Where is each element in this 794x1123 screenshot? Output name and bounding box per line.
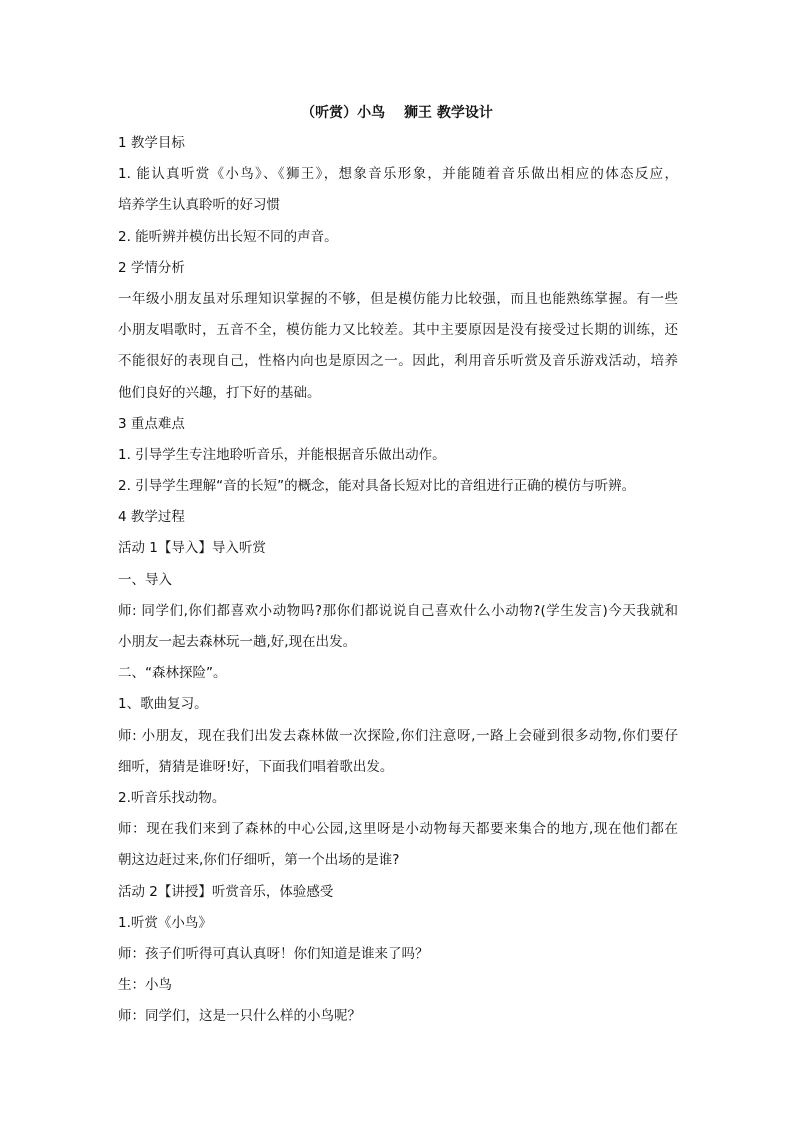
body-line: 4 教学过程 — [118, 509, 185, 526]
document-title: （听赏）小鸟 狮王 教学设计 — [301, 105, 493, 121]
body-line: 一、导入 — [118, 571, 172, 588]
body-line: 小朋友一起去森林玩一趟,好,现在出发。 — [118, 634, 357, 650]
body-line: 2. 引导学生理解“音的长短”的概念，能对具备长短对比的音组进行正确的模仿与听辨。 — [118, 478, 636, 495]
body-line: 3 重点难点 — [118, 415, 185, 432]
body-line: 2.听音乐找动物。 — [118, 789, 226, 806]
body-line: 师：现在我们来到了森林的中心公园,这里呀是小动物每天都要来集合的地方,现在他们都在 — [118, 821, 678, 838]
body-line: 活动 2【讲授】听赏音乐，体验感受 — [118, 883, 334, 900]
body-line: 小朋友唱歌时，五音不全，模仿能力又比较差。其中主要原因是没有接受过长期的训练，还 — [118, 322, 678, 339]
body-line: 他们良好的兴趣，打下好的基础。 — [118, 384, 321, 401]
body-line: 师：同学们，这是一只什么样的小鸟呢？ — [118, 1008, 361, 1025]
body-line: 师: 小朋友，现在我们出发去森林做一次探险,你们注意呀,一路上会碰到很多动物,你们要仔 — [118, 727, 678, 744]
body-line: 培养学生认真聆听的好习惯 — [118, 197, 280, 214]
body-line: 1.听赏《小鸟》 — [118, 914, 212, 931]
body-line: 1. 引导学生专注地聆听音乐，并能根据音乐做出动作。 — [118, 446, 446, 463]
document-body — [118, 128, 678, 1032]
body-line: 不能很好的表现自己，性格内向也是原因之一。因此，利用音乐听赏及音乐游戏活动，培养 — [118, 353, 678, 370]
body-line: 细听，猜猜是谁呀!好，下面我们唱着歌出发。 — [118, 758, 394, 775]
body-line: 生：小鸟 — [118, 977, 172, 994]
body-line: 1. 能认真听赏《小鸟》、《狮王》，想象音乐形象，并能随着音乐做出相应的体态反应， — [118, 166, 678, 183]
body-line: 师：孩子们听得可真认真呀！你们知道是谁来了吗？ — [118, 945, 429, 962]
body-line: 一年级小朋友虽对乐理知识掌握的不够，但是模仿能力比较强，而且也能熟练掌握。有一些 — [118, 290, 678, 307]
body-line: 2. 能听辨并模仿出长短不同的声音。 — [118, 228, 338, 245]
body-line: 1 教学目标 — [118, 135, 185, 151]
body-line: 1、歌曲复习。 — [118, 696, 208, 713]
body-line: 活动 1【导入】导入听赏 — [118, 540, 266, 557]
body-line: 师: 同学们,你们都喜欢小动物吗?那你们都说说自己喜欢什么小动物?(学生发言)今天我就和 — [118, 602, 678, 619]
body-line: 朝这边赶过来,你们仔细听，第一个出场的是谁? — [118, 852, 400, 869]
body-line: 2 学情分析 — [118, 259, 185, 276]
body-line: 二、“森林探险”。 — [118, 665, 227, 682]
